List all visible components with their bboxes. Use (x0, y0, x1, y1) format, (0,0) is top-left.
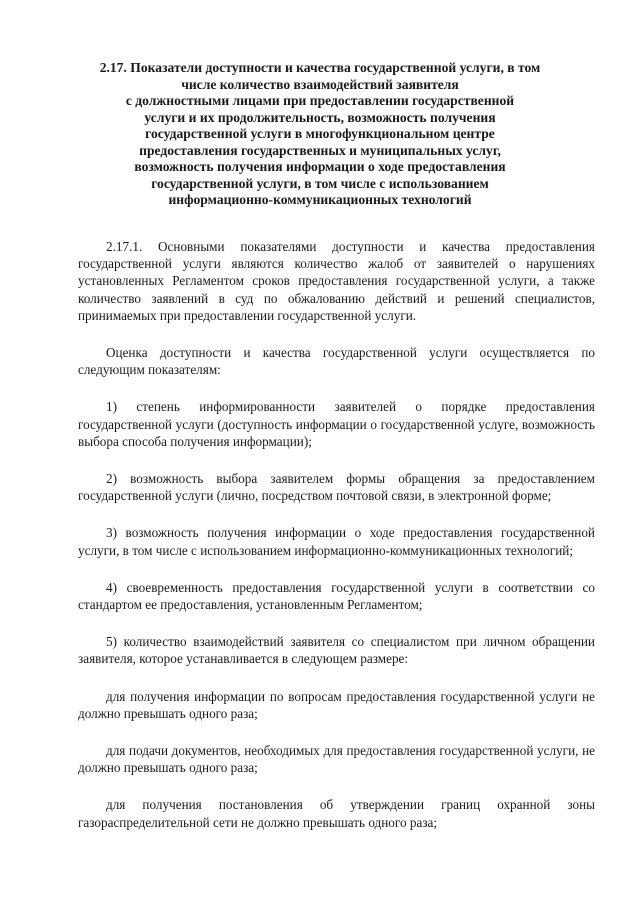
heading-line: государственной услуги, в том числе с использованием (151, 175, 489, 191)
heading-line: возможность получения информации о ходе предоставления (134, 159, 506, 174)
heading-line: предоставления государственных и муниципальных услуг, (139, 142, 501, 158)
paragraph-indicator-5: 5) количество взаимодействий заявителя со специалистом при личном обращении заявителя, которое устанавливается в следующем размере: (78, 634, 595, 667)
paragraph-indicator-3: 3) возможность получения информации о ходе предоставления государственной услуги, в том числе с использованием информационно-коммуникационных технологий; (78, 525, 595, 558)
heading-line: услуги и их продолжительность, возможность получения (144, 109, 496, 125)
heading-line: 2.17. Показатели доступности и качества государственной услуги, в том (99, 60, 541, 75)
paragraph-indicator-2: 2) возможность выбора заявителем формы обращения за предоставлением государственной услуги (лично, посредством почтовой связи, в электронной форме; (78, 471, 595, 504)
paragraph-indicator-1: 1) степень информированности заявителей о порядке предоставления государственной услуги (доступность информации о государственной услуге, возможность выбора способа получения информации); (78, 399, 595, 449)
paragraph-assessment-intro: Оценка доступности и качества государственной услуги осуществляется по следующим показателям: (78, 345, 595, 378)
paragraph-info-interaction: для получения информации по вопросам предоставления государственной услуги не должно превышать одного раза; (78, 688, 595, 721)
paragraph-documents-interaction: для подачи документов, необходимых для предоставления государственной услуги, не должно превышать одного раза; (78, 743, 595, 776)
paragraph-indicator-4: 4) своевременность предоставления государственной услуги в соответствии со стандартом ее предоставления, установленным Регламентом; (78, 579, 595, 613)
heading-line: числе количество взаимодействий заявителя (181, 76, 459, 92)
section-heading (70, 60, 570, 209)
paragraph-decision-interaction: для получения постановления об утверждении границ охранной зоны газораспределительной сети не должно превышать одного раза; (78, 797, 595, 830)
paragraph-2-17-1: 2.17.1. Основными показателями доступности и качества предоставления государственной услуги являются количество жалоб от заявителей о нарушениях установленных Регламентом сроков предоставления государственной услуги, а также количество заявлений в суд по обжалованию действий и решений специалистов, принимаемых при предоставлении государственной услуги. (78, 239, 595, 323)
heading-line: с должностными лицами при предоставлении государственной (125, 93, 515, 108)
heading-line: информационно-коммуникационных технологий (168, 192, 472, 207)
document-body (78, 238, 595, 851)
heading-line: государственной услуги в многофункциональном центре (145, 126, 495, 141)
